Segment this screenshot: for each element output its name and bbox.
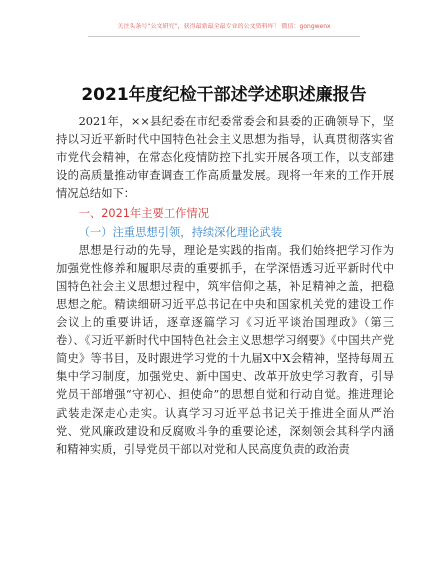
- header-banner: [88, 21, 360, 37]
- intro-paragraph: 2021年，××县纪委在市纪委常委会和县委的正确领导下，坚持以习近平新时代中国特色社会主义思想为指导，认真贯彻落实省市党代会精神，在常态化疫情防控下扎实开展各项工作，以支部建设的高质量推动审查调查工作高质量发展。现将一年来的工作开展情况总结如下：: [56, 115, 394, 201]
- document-title: 2021年度纪检干部述学述职述廉报告: [81, 85, 367, 105]
- subsection-heading: （一）注重思想引领，持续深化理论武装: [78, 225, 282, 239]
- document-body: [56, 113, 394, 459]
- section-heading: 一、2021年主要工作情况: [78, 207, 210, 221]
- body-paragraph: 思想是行动的先导，理论是实践的指南。我们始终把学习作为加强党性修养和履职尽责的重要抓手，在学深悟透习近平新时代中国特色社会主义思想过程中，筑牢信仰之基，补足精神之盖，把稳思想之舵。精读细研习近平总书记在中央和国家机关党的建设工作会议上的重要讲话，逐章逐篇学习《习近平谈治国理政》（第三卷）、《习近平新时代中国特色社会主义思想学习纲要》《中国共产党简史》等书目，及时跟进学习党的十九届X中X会精神，坚持每周五集中学习制度，加强党史、新中国史、改革开放史学习教育，引导党员干部增强“守初心、担使命”的思想自觉和行动自觉。推进理论武装走深走心走实。认真学习习近平总书记关于推进全面从严治党、党风廉政建设和反腐败斗争的重要论述，深刻领会其科学内涵和精神实质，引导党员干部以对党和人民高度负责的政治责: [56, 243, 394, 456]
- banner-text: 关注头条号“公文研究”，获得最新最全最专业的公文资料库！ 微信：gongwenx: [117, 23, 331, 30]
